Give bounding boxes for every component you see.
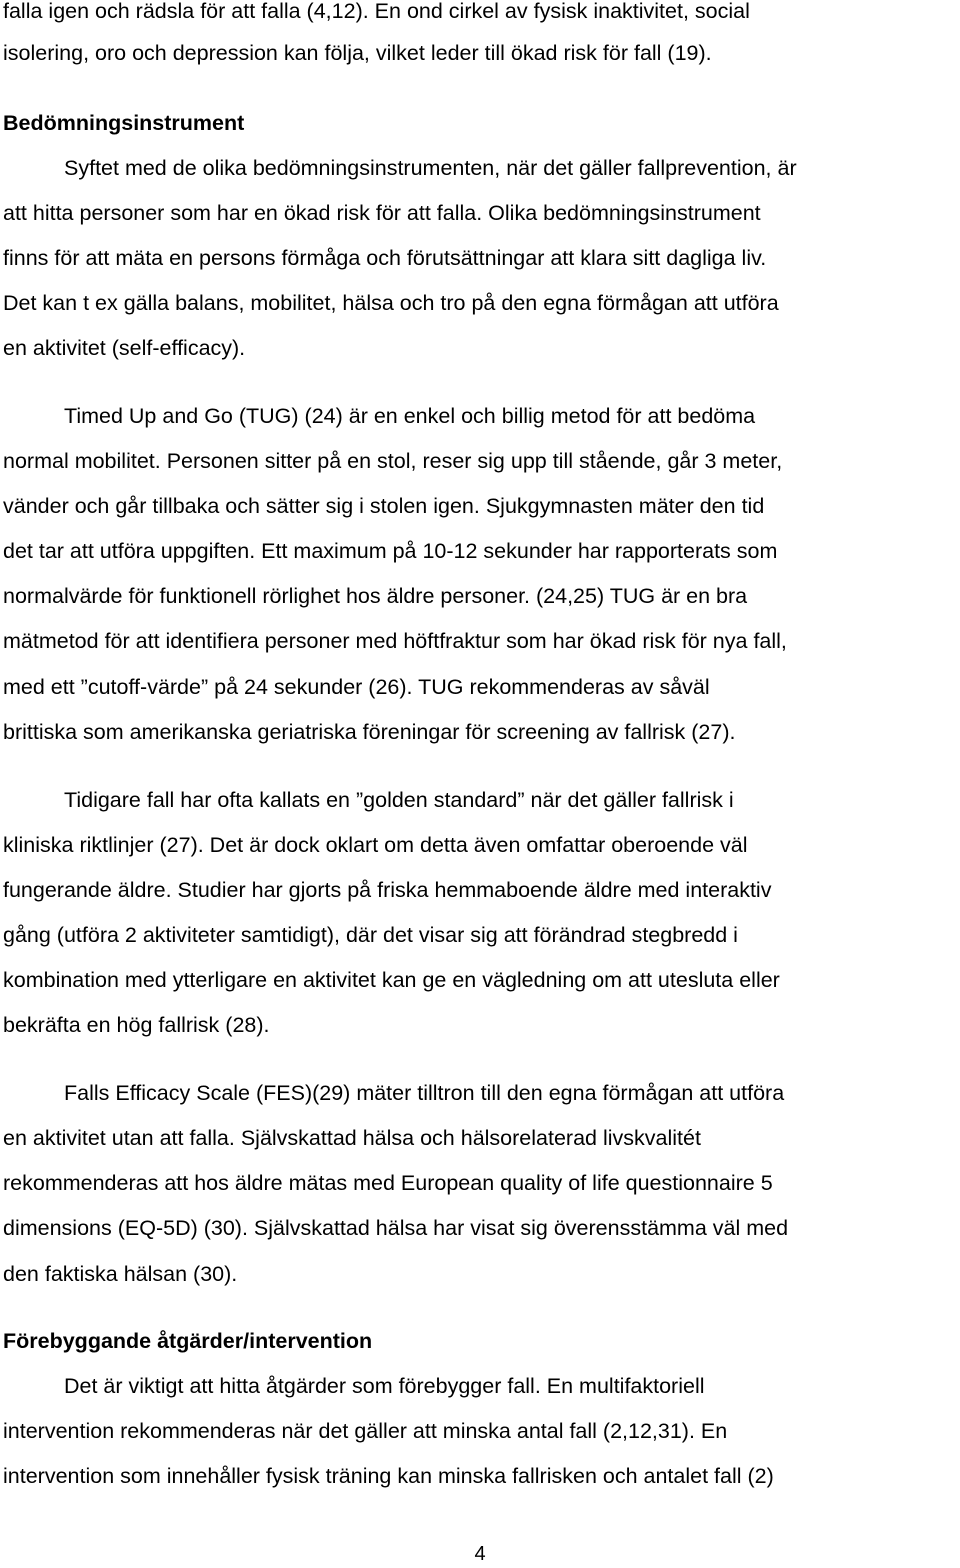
body-text-line: mätmetod för att identifiera personer med höftfraktur som har ökad risk för nya fall, — [3, 629, 787, 653]
section-heading: Bedömningsinstrument — [3, 111, 245, 135]
body-text-line: Tidigare fall har ofta kallats en ”golden standard” när det gäller fallrisk i — [64, 788, 734, 812]
body-text-line: Falls Efficacy Scale (FES)(29) mäter tilltron till den egna förmågan att utföra — [64, 1081, 785, 1105]
body-text-line: fungerande äldre. Studier har gjorts på friska hemmaboende äldre med interaktiv — [3, 878, 772, 902]
body-text-line: en aktivitet (self-efficacy). — [3, 336, 246, 360]
body-text-line: Timed Up and Go (TUG) (24) är en enkel och billig metod för att bedöma — [64, 404, 756, 428]
body-text-line: det tar att utföra uppgiften. Ett maximum på 10-12 sekunder har rapporterats som — [3, 539, 778, 563]
body-text-line: med ett ”cutoff-värde” på 24 sekunder (26). TUG rekommenderas av såväl — [3, 675, 710, 699]
body-text-line: rekommenderas att hos äldre mätas med European quality of life questionnaire 5 — [3, 1171, 773, 1195]
body-text-line: Det är viktigt att hitta åtgärder som förebygger fall. En multifaktoriell — [64, 1374, 705, 1398]
body-text-line: finns för att mäta en persons förmåga och förutsättningar att klara sitt dagliga liv. — [3, 246, 767, 270]
body-text-line: att hitta personer som har en ökad risk för att falla. Olika bedömningsinstrument — [3, 201, 761, 225]
body-text-line: bekräfta en hög fallrisk (28). — [3, 1013, 270, 1037]
body-text-line: gång (utföra 2 aktiviteter samtidigt), där det visar sig att förändrad stegbredd i — [3, 923, 738, 947]
body-text-line: en aktivitet utan att falla. Självskattad hälsa och hälsorelaterad livskvalitét — [3, 1126, 701, 1150]
body-text-line: kombination med ytterligare en aktivitet kan ge en vägledning om att utesluta eller — [3, 968, 780, 992]
body-text-line: vänder och går tillbaka och sätter sig i stolen igen. Sjukgymnasten mäter den tid — [3, 494, 765, 518]
body-text-line: dimensions (EQ-5D) (30). Självskattad hälsa har visat sig överensstämma väl med — [3, 1216, 789, 1240]
body-text-line: falla igen och rädsla för att falla (4,12). En ond cirkel av fysisk inaktivitet, social — [3, 0, 750, 23]
body-text-line: isolering, oro och depression kan följa, vilket leder till ökad risk för fall (19). — [3, 41, 712, 65]
body-text-line: normalvärde för funktionell rörlighet hos äldre personer. (24,25) TUG är en bra — [3, 584, 748, 608]
body-text-line: normal mobilitet. Personen sitter på en stol, reser sig upp till stående, går 3 meter, — [3, 449, 783, 473]
body-text-line: Syftet med de olika bedömningsinstrumenten, när det gäller fallprevention, är — [64, 156, 797, 180]
body-text-line: brittiska som amerikanska geriatriska föreningar för screening av fallrisk (27). — [3, 720, 736, 744]
body-text-line: intervention som innehåller fysisk träning kan minska fallrisken och antalet fall (2) — [3, 1464, 774, 1488]
page-number: 4 — [474, 1543, 486, 1565]
section-heading: Förebyggande åtgärder/intervention — [3, 1329, 373, 1353]
body-text-line: kliniska riktlinjer (27). Det är dock oklart om detta även omfattar oberoende väl — [3, 833, 748, 857]
body-text-line: Det kan t ex gälla balans, mobilitet, hälsa och tro på den egna förmågan att utföra — [3, 291, 779, 315]
body-text-line: den faktiska hälsan (30). — [3, 1262, 238, 1286]
body-text-line: intervention rekommenderas när det gäller att minska antal fall (2,12,31). En — [3, 1419, 728, 1443]
